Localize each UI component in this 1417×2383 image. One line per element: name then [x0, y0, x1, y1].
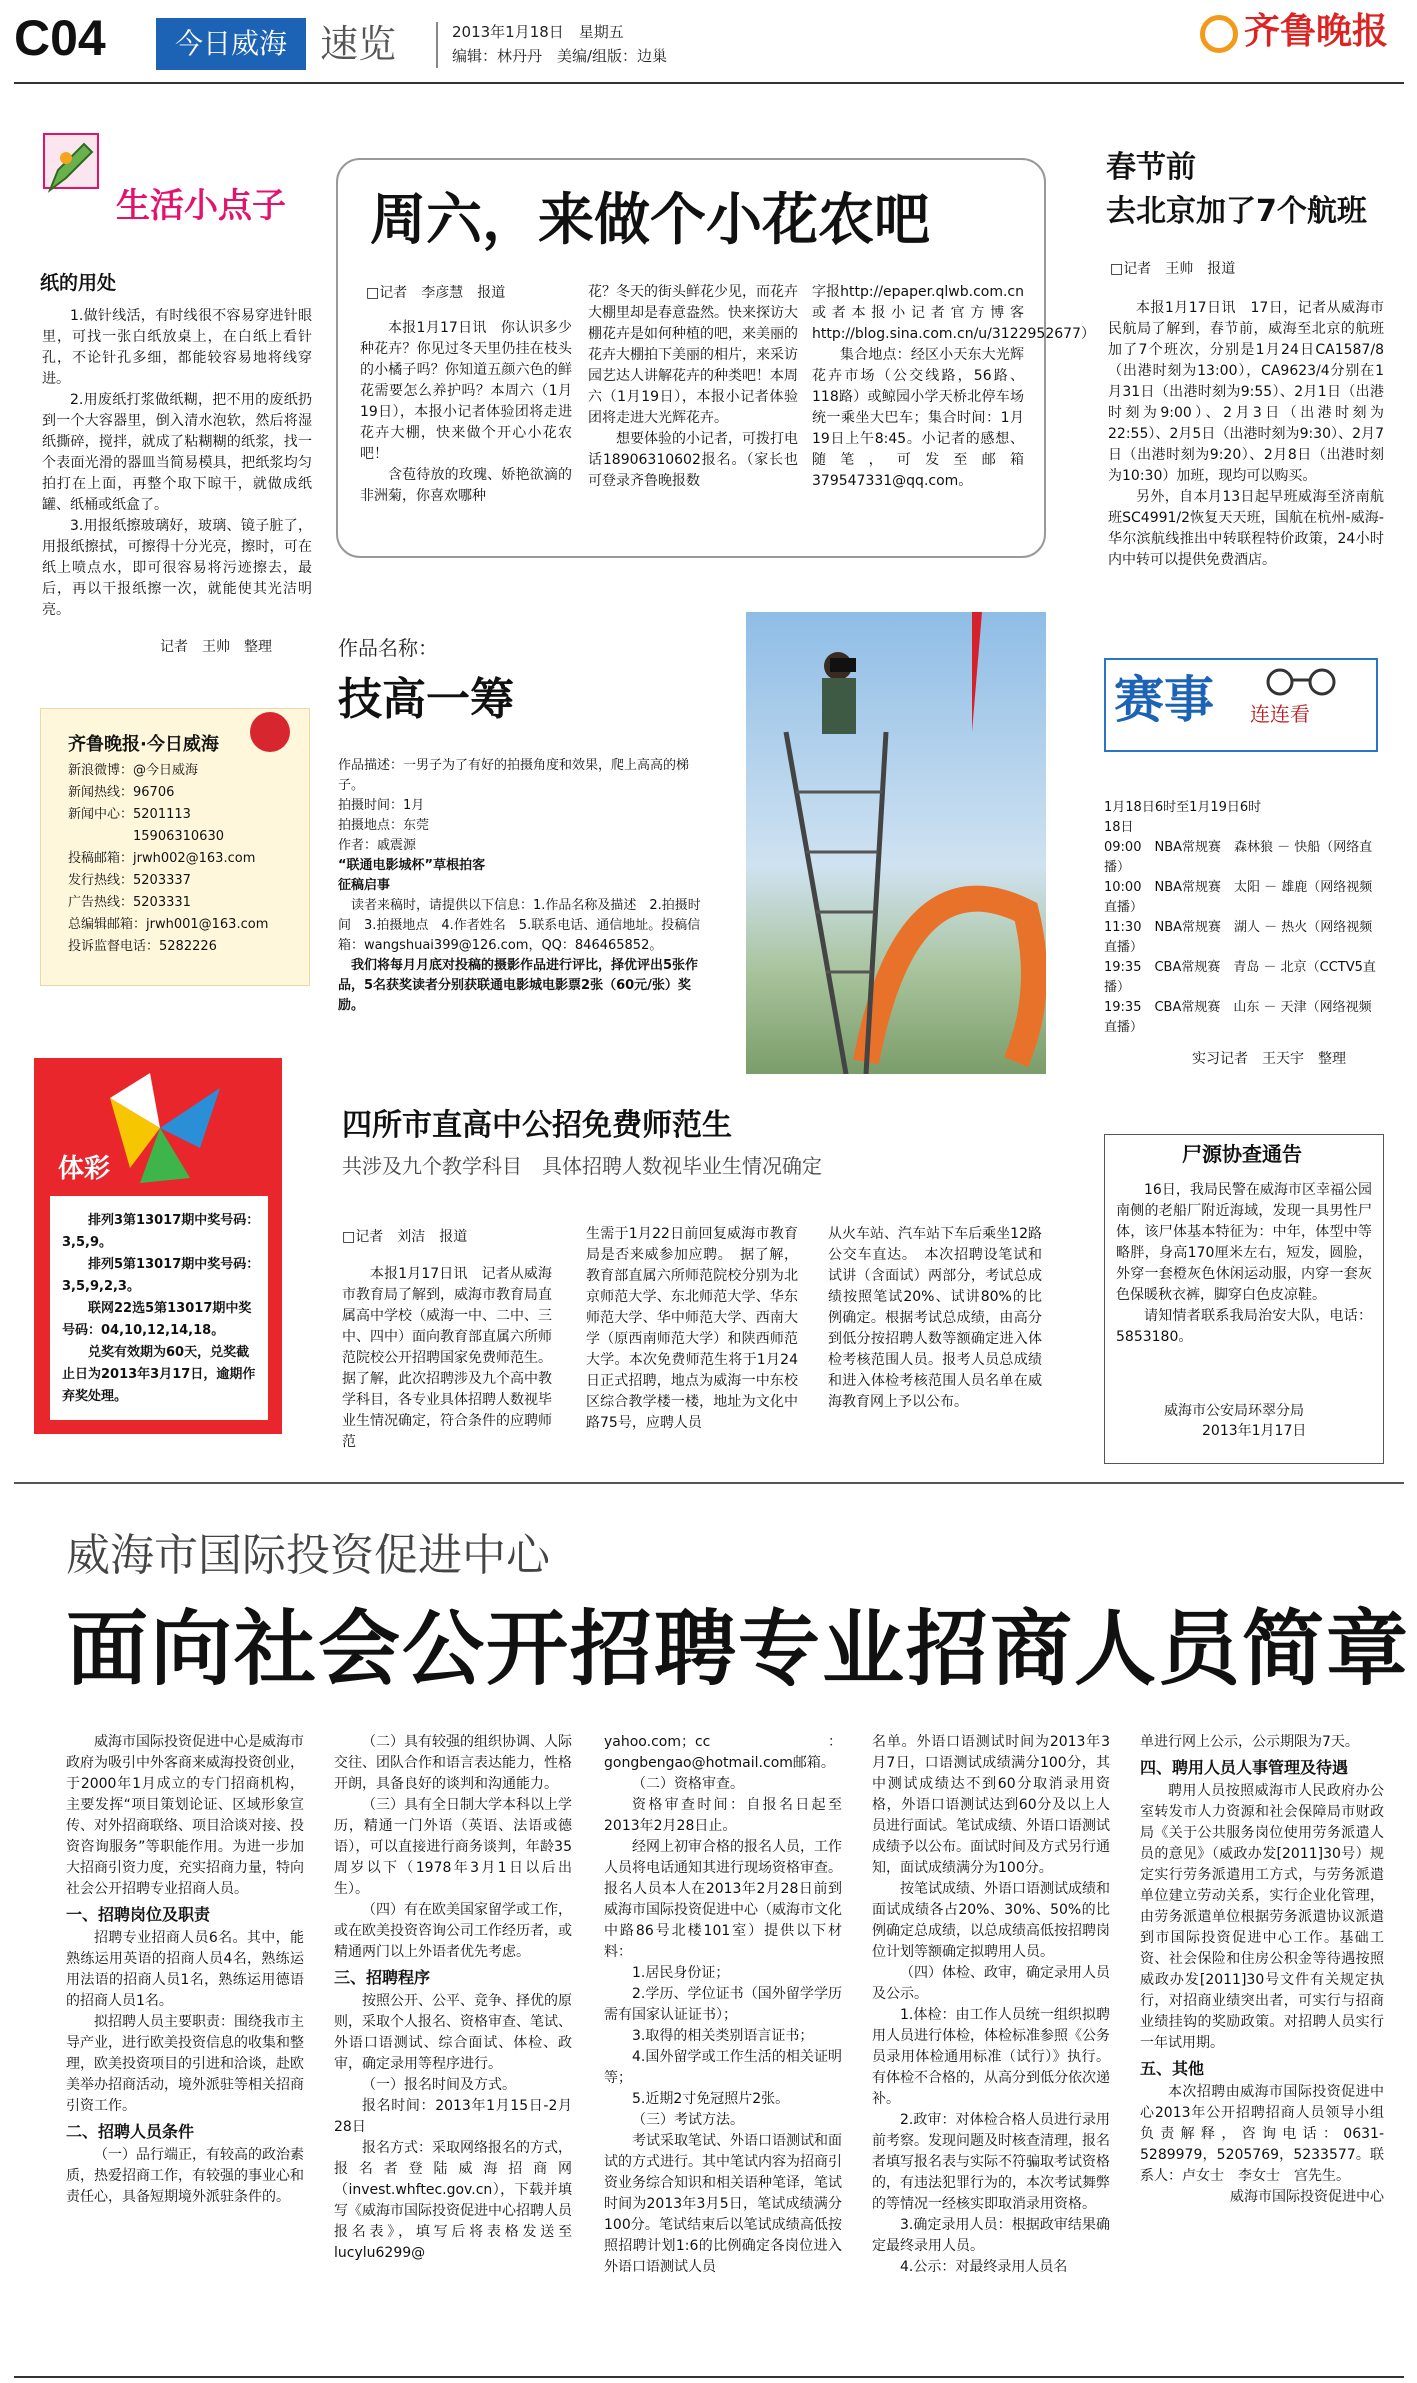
pushpin-icon: [250, 712, 290, 752]
contact-line: 投诉监督电话：5282226: [68, 939, 217, 954]
teachers-byline: □记者 刘洁 报道: [342, 1229, 468, 1245]
section-rule: [14, 1482, 1404, 1484]
photo-desc-line: 读者来稿时，请提供以下信息：1.作品名称及描述 2.拍摄时间 3.拍摄地点 4.作者姓名 5.联系电话、通信地址。投稿信箱：wangshuai399@126.com，QQ：846465852。: [338, 898, 701, 953]
photo-desc-line: 征稿启事: [338, 878, 391, 893]
flower-article-col2: [588, 282, 798, 492]
events-line: 10:00 NBA常规赛 太阳 － 雄鹿（网络视频直播）: [1104, 880, 1373, 915]
notice-body: [1116, 1180, 1372, 1348]
invest-paragraph: 威海市国际投资促进中心是威海市政府为吸引中外客商来威海投资创业，于2000年1月成立的专门招商机构，主要发挥“项目策划论证、区域形象宣传、对外招商联络、项目洽谈对接、投资咨询服务”等职能作用。为进一步加大招商引资力度，充实招商力量，特向社会公开招聘专业招商人员。: [66, 1734, 304, 1897]
header-rule: [14, 82, 1404, 84]
photo-illustration: [746, 612, 1046, 1074]
date-line: 2013年1月18日 星期五: [452, 23, 624, 41]
article-paragraph: 含苞待放的玫瑰、娇艳欲滴的非洲菊，你喜欢哪种: [360, 467, 572, 504]
invest-paragraph: 4.公示：对最终录用人员名: [900, 2259, 1068, 2275]
invest-paragraph: 本次招聘由威海市国际投资促进中心2013年公开招聘招商人员领导小组负责解释，咨询电话：0631-5289979，5205769，5233577。联系人：卢女士 李女士 宫先生。: [1140, 2084, 1384, 2184]
contact-line: 新闻热线：96706: [68, 785, 175, 800]
pencil-icon: [36, 130, 106, 200]
article-paragraph: 从火车站、汽车站下车后乘坐12路公交车直达。 本次招聘设笔试和试讲（含面试）两部分，考试总成绩按照笔试20%、试讲80%的比例确定。根据考试总成绩，由高分到低分按招聘人数等额确定进入体检考核范围人员。报考人员总成绩和进入体检考核范围人员名单在威海教育网上予以公布。: [828, 1226, 1042, 1410]
contact-line: 总编辑邮箱：jrwh001@163.com: [68, 917, 269, 932]
invest-paragraph: 威海市国际投资促进中心: [1230, 2189, 1384, 2205]
contact-line: 15906310630: [68, 829, 224, 844]
flight-byline: □记者 王帅 报道: [1110, 261, 1236, 277]
teachers-col3: [828, 1224, 1042, 1413]
tips-title: 纸的用处: [40, 272, 117, 294]
tips-sign: 记者 王帅 整理: [160, 639, 272, 655]
flight-article-title: [1106, 146, 1367, 234]
invest-paragraph: 资格审查时间：自报名日起至2013年2月28日止。: [604, 1797, 842, 1834]
invest-col4: [872, 1732, 1110, 2278]
invest-paragraph: 单进行网上公示，公示期限为7天。: [1140, 1734, 1359, 1750]
invest-paragraph: （三）具有全日制大学本科以上学历，精通一门外语（英语、法语或德语），可以直接进行商务谈判，年龄35周岁以下（1978年3月1日以后出生）。: [334, 1797, 572, 1897]
invest-heading: 一、招聘岗位及职责: [66, 1905, 211, 1924]
invest-paragraph: 1.体检：由工作人员统一组织拟聘用人员进行体检，体检标准参照《公务员录用体检通用标准（试行）》执行。有体检不合格的，从高分到低分依次递补。: [872, 2007, 1110, 2107]
teachers-subtitle: 共涉及九个教学科目 具体招聘人数视毕业生情况确定: [342, 1154, 822, 1178]
invest-paragraph: 按笔试成绩、外语口语测试成绩和面试成绩各占20%、30%、50%的比例确定总成绩，以总成绩高低按招聘岗位计划等额确定拟聘用人员。: [872, 1881, 1110, 1960]
flower-article-byline: □记者 李彦慧 报道: [366, 285, 506, 301]
events-subtitle: 连连看: [1250, 702, 1310, 726]
photo-title: 技高一筹: [338, 674, 514, 725]
article-paragraph: 另外，自本月13日起早班威海至济南航班SC4991/2恢复天天班，国航在杭州-威海-华尔滨航线推出中转联程特价政策，24小时内中转可以提供免费酒店。: [1108, 489, 1384, 568]
invest-paragraph: （三）考试方法。: [632, 2112, 744, 2128]
footer-rule: [14, 2376, 1404, 2378]
tips-paragraph: 1.做针线活，有时线很不容易穿进针眼里，可找一张白纸放桌上，在白纸上看针孔，不论针孔多细，都能较容易地将线穿进。: [42, 308, 312, 387]
events-line: 11:30 NBA常规赛 湖人 － 热火（网络视频直播）: [1104, 920, 1373, 955]
invest-paragraph: （二）资格审查。: [632, 1776, 744, 1792]
invest-paragraph: 经网上初审合格的报名人员，工作人员将电话通知其进行现场资格审查。报名人员本人在2013年2月28日前到威海市国际投资促进中心（威海市文化中路86号北楼101室）提供以下材料：: [604, 1839, 842, 1960]
events-line: 09:00 NBA常规赛 森林狼 － 快船（网络直播）: [1104, 840, 1373, 875]
invest-paragraph: （四）体检、政审，确定录用人员及公示。: [872, 1965, 1110, 2002]
invest-paragraph: 按照公开、公平、竞争、择优的原则，采取个人报名、资格审查、笔试、外语口语测试、综合面试、体检、政审，确定录用等程序进行。: [334, 1993, 572, 2072]
notice-sign-date: 2013年1月17日: [1202, 1423, 1307, 1439]
article-paragraph: 生需于1月22日前回复威海市教育局是否来威参加应聘。 据了解，教育部直属六所师范院校分别为北京师范大学、东北师范大学、华东师范大学、华中师范大学、西南大学（原西南师范大学）和陕西师范大学。本次免费师范生将于1月24日正式招聘，地点为威海一中东校区综合教学楼一楼，地址为文化中路75号，应聘人员: [586, 1226, 798, 1431]
section-subtitle: 速览: [320, 22, 397, 66]
notice-paragraph: 16日，我局民警在威海市区幸福公园南侧的老船厂附近海域，发现一具男性尸体，该尸体基本特征为：中年，体型中等略胖，身高170厘米左右，短发，圆脸，外穿一套橙灰色休闲运动服，内穿一套灰色保暖秋衣裤，脚穿白色皮凉鞋。: [1116, 1182, 1372, 1303]
editor-line: 编辑：林丹丹 美编/组版：边巢: [452, 47, 668, 65]
article-paragraph: 本报1月17日讯 记者从威海市教育局了解到，威海市教育局直属高中学校（威海一中、二中、三中、四中）面向教育部直属六所师范院校公开招聘国家免费师范生。据了解，此次招聘涉及九个高中教学科目，各专业具体招聘人数视毕业生情况确定，符合条件的应聘师范: [342, 1266, 552, 1450]
article-paragraph: 想要体验的小记者，可拨打电话18906310602报名。（家长也可登录齐鲁晚报数: [588, 431, 798, 489]
teachers-col2: [586, 1224, 798, 1434]
flight-title-line: 去北京加了7个航班: [1106, 194, 1367, 229]
events-line: 18日: [1104, 820, 1134, 835]
invest-heading: 四、聘用人员人事管理及待遇: [1140, 1758, 1349, 1777]
flight-body: [1108, 298, 1384, 571]
paper-logo: [1200, 6, 1388, 56]
tips-logo-text: 生活小点子: [116, 186, 286, 226]
invest-paragraph: （二）具有较强的组织协调、人际交往、团队合作和语言表达能力，性格开朗，具备良好的谈判和沟通能力。: [334, 1734, 572, 1792]
photo-desc-line: “联通电影城杯”草根拍客: [338, 858, 486, 873]
flight-title-line: 春节前: [1106, 150, 1196, 185]
invest-paragraph: 招聘专业招商人员6名。其中，能熟练运用英语的招商人员4名，熟练运用法语的招商人员1名，熟练运用德语的招商人员1名。: [66, 1930, 304, 2009]
lottery-star-icon: [90, 1068, 230, 1188]
section-tab: 今日威海: [156, 18, 306, 70]
paper-logo-icon: [1200, 15, 1238, 53]
lottery-line: 联网22选5第13017期中奖号码：04,10,12,14,18。: [62, 1301, 252, 1338]
article-paragraph: 本报1月17日讯 你认识多少种花卉？你见过冬天里仍挂在枝头的小橘子吗？你知道五颜六色的鲜花需要怎么养护吗？本周六（1月19日），本报小记者体验团将走进花卉大棚，快来做个开心小花农吧！: [360, 320, 572, 462]
invest-paragraph: （一）报名时间及方式。: [362, 2077, 516, 2093]
invest-paragraph: 3.取得的相关类别语言证书；: [632, 2028, 814, 2044]
tips-body: [42, 306, 312, 621]
invest-paragraph: yahoo.com；cc：gongbengao@hotmail.com邮箱。: [604, 1734, 842, 1771]
invest-paragraph: 1.居民身份证；: [632, 1965, 730, 1981]
invest-paragraph: 拟招聘人员主要职责：围绕我市主导产业，进行欧美投资信息的收集和整理，欧美投资项目的引进和洽谈，赴欧美举办招商活动，境外派驻等相关招商引资工作。: [66, 2014, 304, 2114]
lottery-title: 体彩: [58, 1154, 111, 1184]
header-divider: [436, 22, 438, 68]
events-sign: 实习记者 王天宇 整理: [1192, 1051, 1346, 1067]
header-meta: [452, 20, 667, 68]
invest-paragraph: （一）品行端正，有较高的政治素质，热爱招商工作，有较强的事业心和责任心，具备短期境外派驻条件的。: [66, 2147, 304, 2205]
invest-paragraph: 2.学历、学位证书（国外留学学历需有国家认证证书）；: [604, 1986, 842, 2023]
contact-line: 投稿邮箱：jrwh002@163.com: [68, 851, 256, 866]
contact-lines: [68, 760, 298, 958]
photo-image: [746, 612, 1046, 1074]
invest-paragraph: 3.确定录用人员：根据政审结果确定最终录用人员。: [872, 2217, 1110, 2254]
lottery-line: 排列5第13017期中奖号码：3,5,9,2,3。: [62, 1257, 260, 1294]
contact-line: 新浪微博：@今日威海: [68, 763, 199, 778]
notice-title: 尸源协查通告: [1176, 1138, 1308, 1167]
flower-article-col1: [360, 318, 572, 507]
lottery-line: 排列3第13017期中奖号码：3,5,9。: [62, 1213, 260, 1250]
events-list: [1104, 798, 1384, 1038]
photo-label: 作品名称：: [338, 636, 438, 660]
photo-desc-line: 作者：戚震源: [338, 838, 417, 853]
invest-paragraph: 考试采取笔试、外语口语测试和面试的方式进行。其中笔试内容为招商引资业务综合知识和相关语种笔译，笔试时间为2013年3月5日，笔试成绩满分100分。笔试结束后以笔试成绩高低按照招聘计划1:6的比例确定各岗位进入外语口语测试人员: [604, 2133, 842, 2275]
invest-org: 威海市国际投资促进中心: [66, 1530, 550, 1581]
contact-line: 广告热线：5203331: [68, 895, 191, 910]
invest-paragraph: 名单。外语口语测试时间为2013年3月7日，口语测试成绩满分100分，其中测试成绩达不到60分取消录用资格，外语口语测试达到60分及以上人员进行面试。笔试成绩、外语口语测试成绩予以公布。面试时间及方式另行通知，面试成绩满分为100分。: [872, 1734, 1110, 1876]
article-paragraph: 字报http://epaper.qlwb.com.cn或者本报小记者官方博客http://blog.sina.com.cn/u/3122952677）: [812, 284, 1095, 342]
invest-col1: [66, 1732, 304, 2208]
invest-paragraph: 4.国外留学或工作生活的相关证明等；: [604, 2049, 842, 2086]
invest-paragraph: 2.政审：对体检合格人员进行录用前考察。发现问题及时核查清理，报名者填写报名表与实际不符骗取考试资格的，有违法犯罪行为的，本次考试舞弊的等情况一经核实即取消录用资格。: [872, 2112, 1110, 2212]
photo-desc-line: 拍摄时间：1月: [338, 798, 425, 813]
paper-logo-text: 齐鲁晚报: [1244, 10, 1389, 52]
invest-heading: 五、其他: [1140, 2059, 1205, 2078]
invest-paragraph: 报名时间：2013年1月15日-2月28日: [334, 2098, 572, 2135]
photo-desc-line: 拍摄地点：东莞: [338, 818, 430, 833]
notice-contact: 请知情者联系我局治安大队，电话：5853180。: [1116, 1308, 1372, 1345]
article-paragraph: 花？冬天的街头鲜花少见，而花卉大棚里却是春意盎然。快来探访大棚花卉是如何种植的吧，来美丽的花卉大棚拍下美丽的相片，来采访园艺达人讲解花卉的种类吧！本周六（1月19日），本报小记者体验团将走进大光辉花卉。: [588, 284, 798, 426]
flower-article-title: 周六，来做个小花农吧: [370, 188, 930, 253]
lottery-body: [62, 1210, 262, 1408]
lottery-line: 兑奖有效期为60天，兑奖截止日为2013年3月17日，逾期作弃奖处理。: [62, 1345, 256, 1404]
contact-line: 发行热线：5203337: [68, 873, 191, 888]
contact-line: 新闻中心：5201113: [68, 807, 191, 822]
invest-paragraph: （四）有在欧美国家留学或工作，或在欧美投资咨询公司工作经历者，或精通两门以上外语者优先考虑。: [334, 1902, 572, 1960]
invest-heading: 二、招聘人员条件: [66, 2122, 195, 2141]
invest-heading: 三、招聘程序: [334, 1968, 431, 1987]
invest-col3: [604, 1732, 842, 2278]
events-line: 1月18日6时至1月19日6时: [1104, 800, 1262, 815]
invest-paragraph: 聘用人员按照威海市人民政府办公室转发市人力资源和社会保障局市财政局《关于公共服务岗位使用劳务派遣人员的意见》（威政办发[2011]30号）规定实行劳务派遣用工方式，与劳务派遣单位建立劳动关系，实行企业化管理，由劳务派遣单位根据劳务派遣协议派遣到市国际投资促进中心工作。基础工资、社会保险和住房公积金等待遇按照威政办发[2011]30号文件有关规定执行，对招商业绩突出者，可实行与招商业绩挂钩的奖励政策。对招聘人员实行一年试用期。: [1140, 1783, 1384, 2051]
photo-desc-line: 作品描述：一男子为了有好的拍摄角度和效果，爬上高高的梯子。: [338, 758, 690, 793]
article-paragraph: 集合地点：经区小天东大光辉花卉市场（公交线路，56路、118路）或鲸园小学天桥北停车场统一乘坐大巴车；集合时间：1月19日上午8:45。小记者的感想、随笔，可发至邮箱379547331@qq.com。: [812, 347, 1024, 489]
photo-description: [338, 756, 708, 1016]
teachers-col1: [342, 1264, 552, 1453]
flower-article-col3: [812, 282, 1095, 492]
notice-sign-org: 威海市公安局环翠分局: [1164, 1403, 1304, 1419]
invest-col5: [1140, 1732, 1384, 2208]
invest-paragraph: 报名方式：采取网络报名的方式，报名者登陆威海招商网（invest.whftec.gov.cn），下载并填写《威海市国际投资促进中心招聘人员报名表》，填写后将表格发送至lucylu6299@: [334, 2140, 572, 2261]
events-title: 赛事: [1114, 671, 1214, 729]
glasses-icon: [1256, 666, 1346, 698]
events-line: 19:35 CBA常规赛 青岛 － 北京（CCTV5直播）: [1104, 960, 1376, 995]
tips-paragraph: 2.用废纸打浆做纸糊，把不用的废纸扔到一个大容器里，倒入清水泡软，然后将湿纸撕碎，搅拌，就成了粘糊糊的纸浆，找一个表面光滑的器皿当简易模具，把纸浆均匀拍打在上面，再整个取下晾干，就做成纸罐、纸桶或纸盒了。: [42, 392, 312, 513]
tips-paragraph: 3.用报纸擦玻璃好，玻璃、镜子脏了，用报纸擦拭，可擦得十分光亮，擦时，可在纸上喷点水，即可很容易将污迹擦去，最后，再以干报纸擦一次，就能使其光洁明亮。: [42, 518, 312, 618]
invest-paragraph: 5.近期2寸免冠照片2张。: [632, 2091, 790, 2107]
invest-title: 面向社会公开招聘专业招商人员简章: [66, 1602, 1411, 1697]
contact-title: 齐鲁晚报·今日威海: [68, 734, 219, 755]
events-line: 19:35 CBA常规赛 山东 － 天津（网络视频直播）: [1104, 1000, 1372, 1035]
photo-desc-line: 我们将每月月底对投稿的摄影作品进行评比，择优评出5张作品，5名获奖读者分别获联通电影城电影票2张（60元/张）奖励。: [338, 958, 699, 1013]
page-number: C04: [14, 10, 106, 66]
article-paragraph: 本报1月17日讯 17日，记者从威海市民航局了解到，春节前，威海至北京的航班加了7个班次，分别是1月24日CA1587/8（出港时刻为13:00），CA9623/4分别在1月31日（出港时刻为9:55）、2月1日（出港时刻为9:00）、2月3日（出港时刻为22:55）、2月5日（出港时刻为9:30）、2月7日（出港时刻为9:20）、2月8日（出港时刻为10:30）加班，现均可以购买。: [1108, 300, 1384, 484]
tips-logo: [36, 130, 296, 240]
teachers-title: 四所市直高中公招免费师范生: [342, 1108, 732, 1143]
invest-col2: [334, 1732, 572, 2264]
